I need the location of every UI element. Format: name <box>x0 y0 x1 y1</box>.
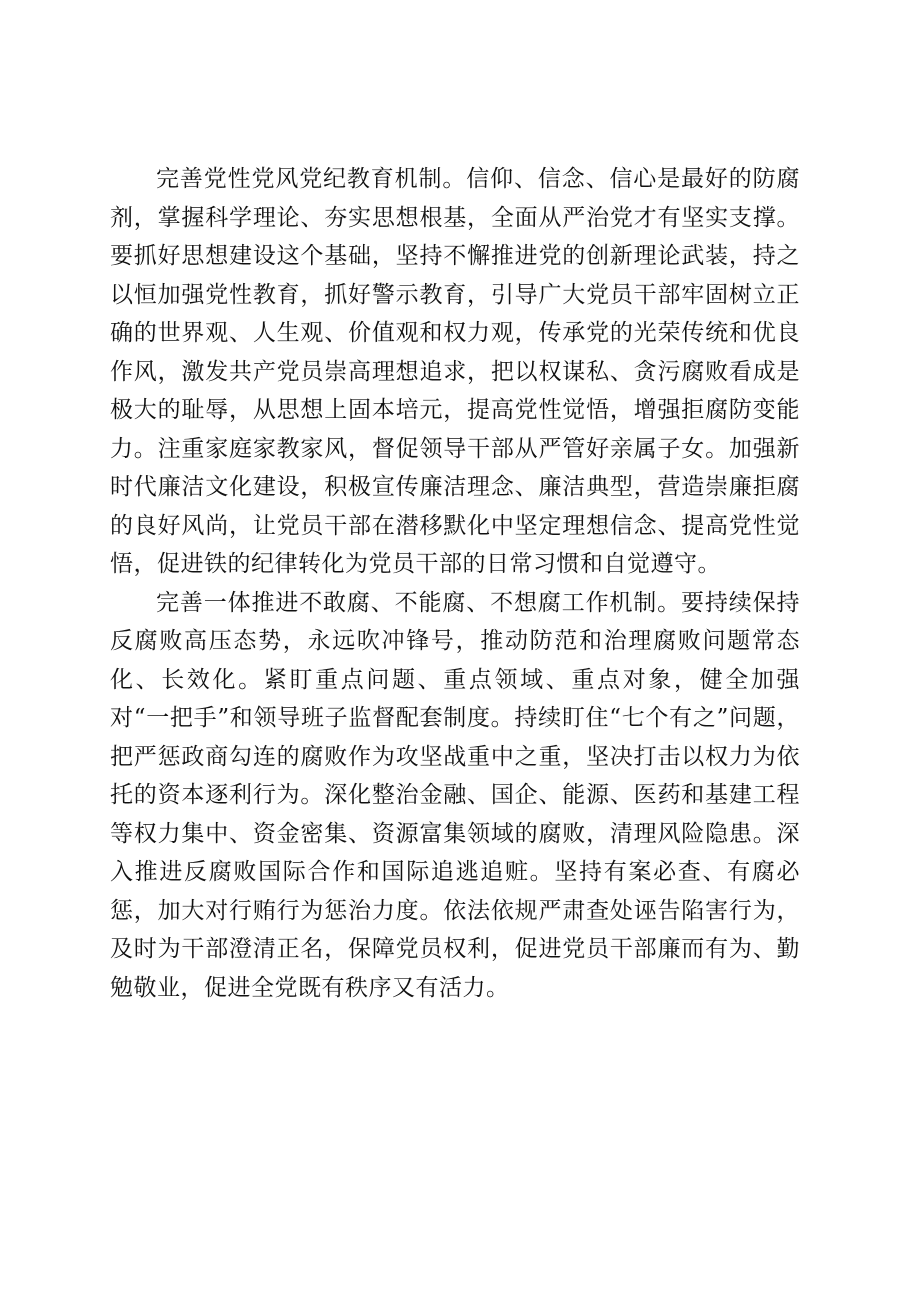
paragraph-anti-corruption-mechanism: 完善一体推进不敢腐、不能腐、不想腐工作机制。要持续保持反腐败高压态势，永远吹冲锋号，推动防范和治理腐败问题常态化、长效化。紧盯重点问题、重点领域、重点对象，健全加强对“一把手”和领导班子监督配套制度。持续盯住“七个有之”问题，把严惩政商勾连的腐败作为攻坚战重中之重，坚决打击以权力为依托的资本逐利行为。深化整治金融、国企、能源、医药和基建工程等权力集中、资金密集、资源富集领域的腐败，清理风险隐患。深入推进反腐败国际合作和国际追逃追赃。坚持有案必查、有腐必惩，加大对行贿行为惩治力度。依法依规严肃查处诬告陷害行为，及时为干部澄清正名，保障党员权利，促进党员干部廉而有为、勤勉敬业，促进全党既有秩序又有活力。 <box>110 589 800 1001</box>
document-body <box>110 160 800 1007</box>
paragraph-education-mechanism: 完善党性党风党纪教育机制。信仰、信念、信心是最好的防腐剂，掌握科学理论、夯实思想根基，全面从严治党才有坚实支撑。要抓好思想建设这个基础，坚持不懈推进党的创新理论武装，持之以恒加强党性教育，抓好警示教育，引导广大党员干部牢固树立正确的世界观、人生观、价值观和权力观，传承党的光荣传统和优良作风，激发共产党员崇高理想追求，把以权谋私、贪污腐败看成是极大的耻辱，从思想上固本培元，提高党性觉悟，增强拒腐防变能力。注重家庭家教家风，督促领导干部从严管好亲属子女。加强新时代廉洁文化建设，积极宣传廉洁理念、廉洁典型，营造崇廉拒腐的良好风尚，让党员干部在潜移默化中坚定理想信念、提高党性觉悟，促进铁的纪律转化为党员干部的日常习惯和自觉遵守。 <box>110 166 800 577</box>
